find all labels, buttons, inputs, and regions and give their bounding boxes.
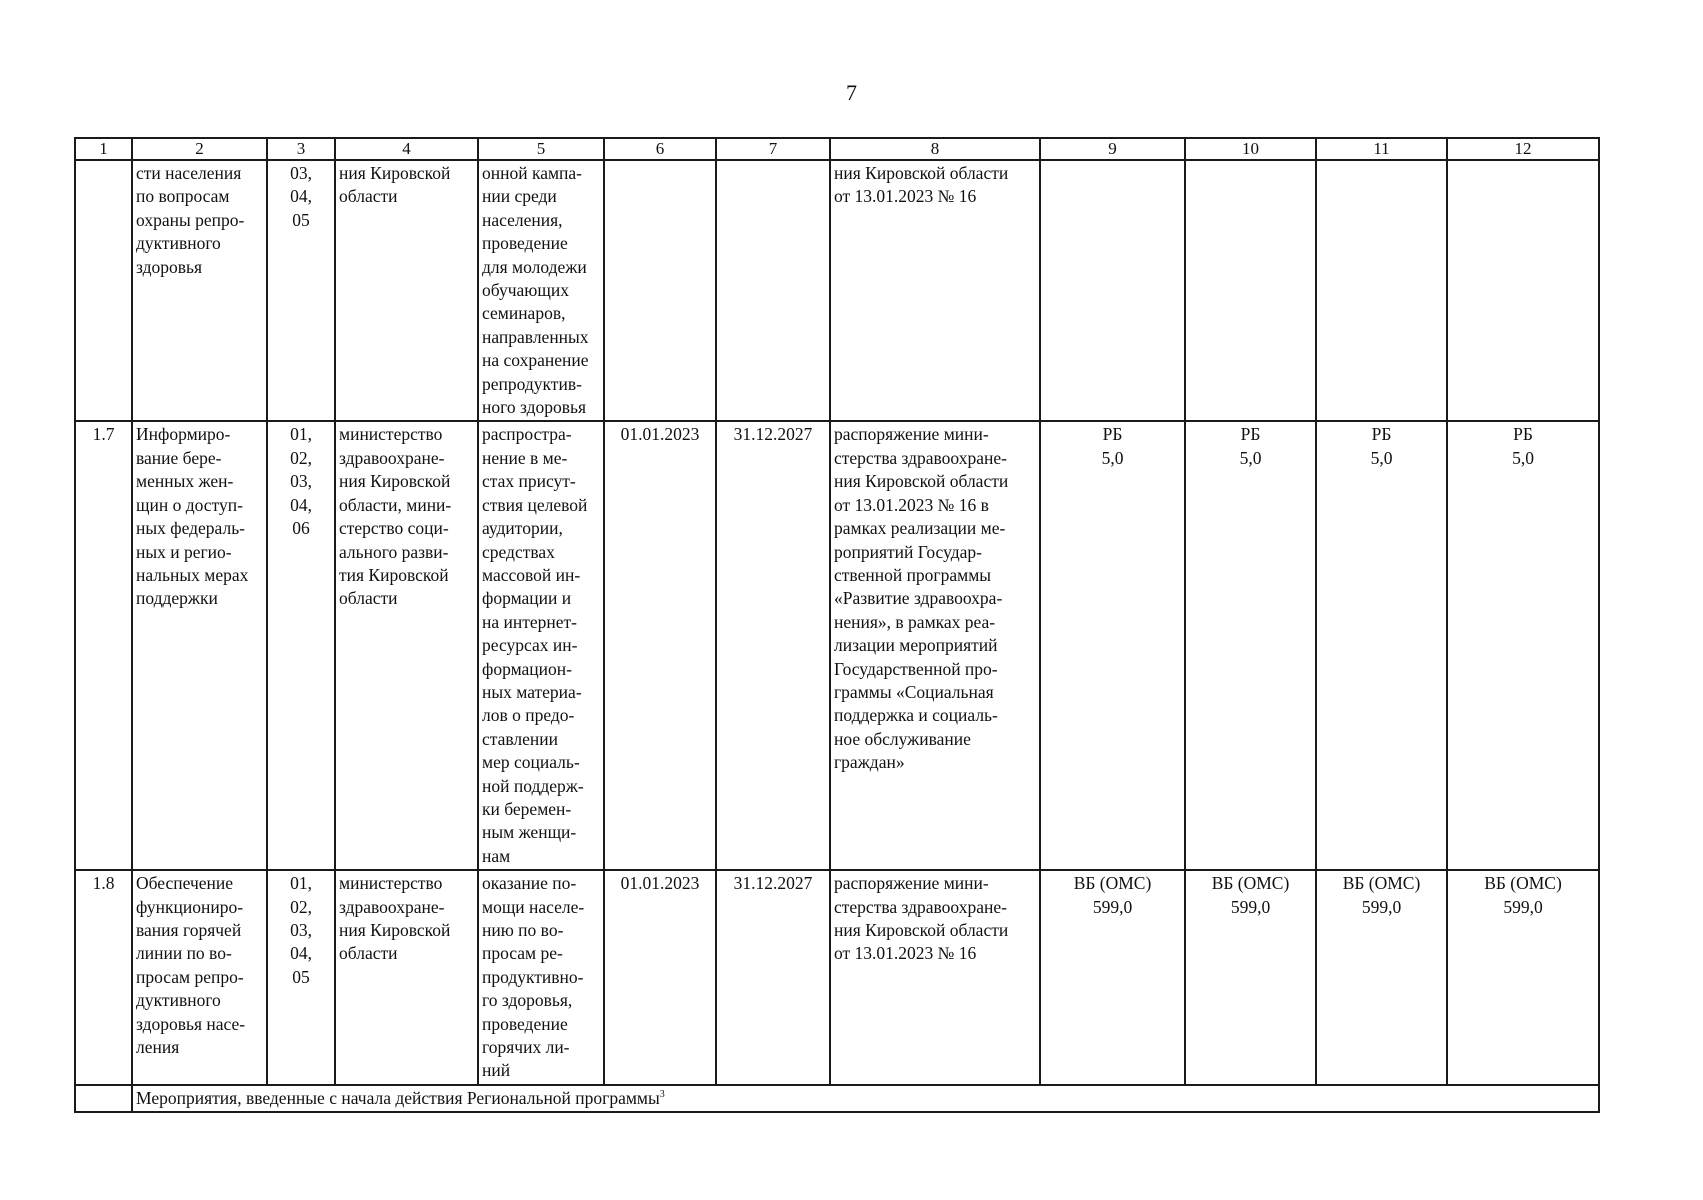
- column-number-cell: 1: [75, 138, 132, 160]
- item-name-cell: Информиро- вание бере- менных жен- щин о доступ- ных федераль- ных и регио- нальных мерах поддержки: [132, 421, 267, 870]
- legal-basis-cell: распоряжение мини- стерства здравоохране- ния Кировской области от 13.01.2023 № 16: [830, 870, 1040, 1085]
- column-number-cell: 9: [1040, 138, 1185, 160]
- column-number-cell: 4: [335, 138, 478, 160]
- executor-cell: ния Кировской области: [335, 160, 478, 421]
- end-date-cell: 31.12.2027: [716, 870, 830, 1085]
- column-number-cell: 10: [1185, 138, 1316, 160]
- activity-description-cell: онной кампа- нии среди населения, проведение для молодежи обучающих семинаров, направленных на сохранение репродуктив- ного здоровья: [478, 160, 604, 421]
- activity-description-cell: оказание по- мощи населе- нию по во- просам ре- продуктивно- го здоровья, проведение горячих ли- ний: [478, 870, 604, 1085]
- page-number: 7: [846, 80, 857, 105]
- start-date-cell: [604, 160, 716, 421]
- column-number-header-row: [75, 138, 1599, 160]
- column-number-cell: 6: [604, 138, 716, 160]
- legal-basis-cell: ния Кировской области от 13.01.2023 № 16: [830, 160, 1040, 421]
- item-number-cell: [75, 160, 132, 421]
- column-number-cell: 11: [1316, 138, 1447, 160]
- item-name-cell: Обеспечение функциониро- вания горячей линии по во- просам репро- дуктивного здоровья насе- ления: [132, 870, 267, 1085]
- column-number-cell: 12: [1447, 138, 1599, 160]
- column-number-cell: 8: [830, 138, 1040, 160]
- funding-cell: ВБ (ОМС) 599,0: [1040, 870, 1185, 1085]
- column-number-cell: 3: [267, 138, 335, 160]
- start-date-cell: 01.01.2023: [604, 421, 716, 870]
- funding-cell: ВБ (ОМС) 599,0: [1447, 870, 1599, 1085]
- funding-cell: РБ 5,0: [1185, 421, 1316, 870]
- program-activities-table: [74, 137, 1600, 1113]
- funding-cell: РБ 5,0: [1316, 421, 1447, 870]
- item-number-cell: 1.7: [75, 421, 132, 870]
- funding-cell: [1040, 160, 1185, 421]
- section-heading-cell: [132, 1085, 1599, 1112]
- footnote-mark: 3: [659, 1089, 665, 1101]
- end-date-cell: 31.12.2027: [716, 421, 830, 870]
- table-row: [75, 160, 1599, 421]
- funding-cell: РБ 5,0: [1447, 421, 1599, 870]
- funding-cell: РБ 5,0: [1040, 421, 1185, 870]
- executor-cell: министерство здравоохране- ния Кировской области, мини- стерство соци- ального разви- тия Кировской области: [335, 421, 478, 870]
- funding-cell: [1447, 160, 1599, 421]
- column-number-cell: 2: [132, 138, 267, 160]
- column-number-cell: 7: [716, 138, 830, 160]
- executor-cell: министерство здравоохране- ния Кировской области: [335, 870, 478, 1085]
- funding-cell: ВБ (ОМС) 599,0: [1185, 870, 1316, 1085]
- item-number-cell: 1.8: [75, 870, 132, 1085]
- activity-description-cell: распростра- нение в ме- стах присут- ствия целевой аудитории, средствах массовой ин- формации и на интернет- ресурсах ин- формацион- ных материа- лов о предо- ставлении мер социаль- ной поддерж- ки беремен- ным женщи- нам: [478, 421, 604, 870]
- item-name-cell: сти населения по вопросам охраны репро- дуктивного здоровья: [132, 160, 267, 421]
- section-heading-row: [75, 1085, 1599, 1112]
- legal-basis-cell: распоряжение мини- стерства здравоохране- ния Кировской области от 13.01.2023 № 16 в рамках реализации ме- роприятий Государ- ственной программы «Развитие здравоохра- нения», в рамках реа- лизации мероприятий Государственной про- граммы «Социальная поддержка и социаль- ное обслуживание граждан»: [830, 421, 1040, 870]
- table-row: [75, 870, 1599, 1085]
- end-date-cell: [716, 160, 830, 421]
- section-heading-empty-cell: [75, 1085, 132, 1112]
- column-number-cell: 5: [478, 138, 604, 160]
- funding-cell: [1185, 160, 1316, 421]
- section-heading-text: Мероприятия, введенные с начала действия Региональной программы: [136, 1087, 660, 1108]
- task-codes-cell: 01, 02, 03, 04, 05: [267, 870, 335, 1085]
- start-date-cell: 01.01.2023: [604, 870, 716, 1085]
- task-codes-cell: 03, 04, 05: [267, 160, 335, 421]
- task-codes-cell: 01, 02, 03, 04, 06: [267, 421, 335, 870]
- table-row: [75, 421, 1599, 870]
- funding-cell: ВБ (ОМС) 599,0: [1316, 870, 1447, 1085]
- funding-cell: [1316, 160, 1447, 421]
